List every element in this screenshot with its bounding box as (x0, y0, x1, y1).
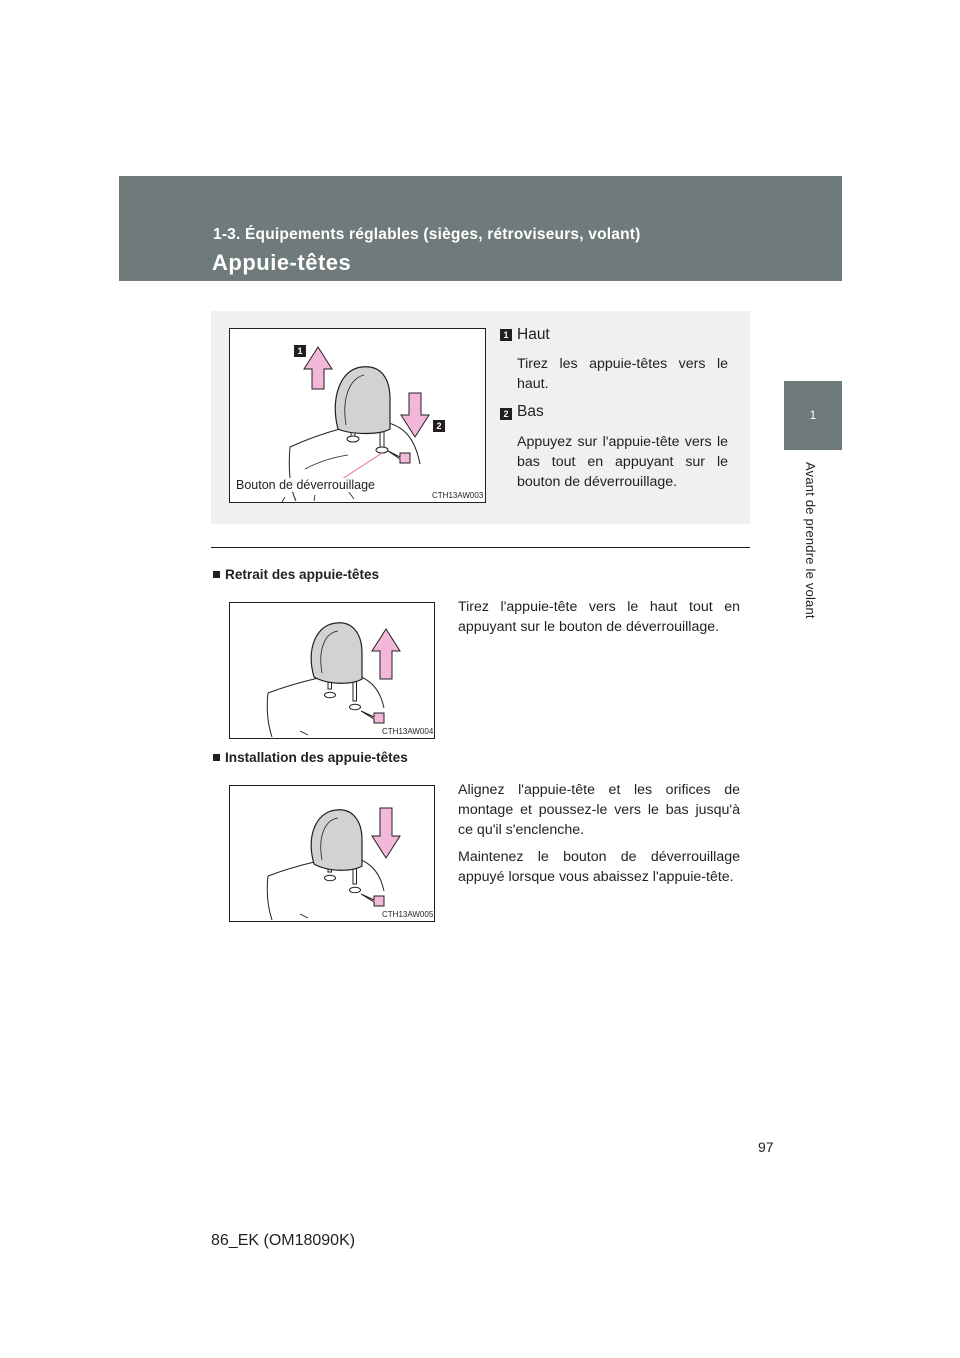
item-heading-down: Bas (517, 403, 544, 420)
item-text-down-paragraph: Appuyez sur l'appuie-tête vers le bas tout en appuyant sur le bouton de déverrouillage. (517, 434, 728, 490)
installation-paragraph-2: Maintenez le bouton de déverrouillage appuyé lorsque vous abaissez l'appuie-tête. (458, 849, 740, 885)
figure-adjust-headrest (229, 328, 486, 503)
installation-heading (213, 750, 408, 765)
installation-heading-text: Installation des appuie-têtes (225, 750, 408, 765)
bullet-square-icon (213, 754, 220, 761)
removal-heading-text: Retrait des appuie-têtes (225, 567, 380, 582)
figure-code: CTH13AW005 (382, 910, 434, 919)
item-marker-1: 1 (500, 329, 512, 341)
bullet-square-icon (213, 571, 220, 578)
figure-code: CTH13AW003 (432, 491, 484, 500)
item-text-up (517, 354, 728, 401)
figure-remove-headrest (229, 602, 435, 739)
figure-code: CTH13AW004 (382, 727, 434, 736)
item-text-down (517, 432, 728, 499)
section-divider (211, 547, 750, 548)
installation-text (458, 780, 740, 894)
item-marker-2: 2 (500, 408, 512, 420)
removal-paragraph: Tirez l'appuie-tête vers le haut tout en appuyant sur le bouton de déverrouillage. (458, 599, 740, 635)
installation-paragraph-1: Alignez l'appuie-tête et les orifices de montage et poussez-le vers le bas jusqu'à ce qu'il s'enclenche. (458, 782, 740, 838)
item-text-up-paragraph: Tirez les appuie-têtes vers le haut. (517, 356, 728, 392)
page-title: Appuie-têtes (212, 250, 352, 275)
figure-marker-2: 2 (433, 420, 445, 432)
removal-text (458, 597, 740, 644)
headrest-install-illustration (230, 786, 434, 921)
section-title: 1-3. Équipements réglables (sièges, rétroviseurs, volant) (213, 226, 641, 243)
chapter-side-label: Avant de prendre le volant (803, 462, 818, 619)
headrest-adjust-illustration (230, 329, 485, 502)
chapter-tab[interactable]: 1 (784, 381, 842, 450)
item-heading-up: Haut (517, 326, 550, 343)
headrest-remove-illustration (230, 603, 434, 738)
figure-marker-1: 1 (294, 345, 306, 357)
figure-install-headrest (229, 785, 435, 922)
removal-heading (213, 567, 379, 582)
document-code: 86_EK (OM18090K) (211, 1232, 356, 1249)
page-number: 97 (758, 1139, 774, 1155)
release-button-callout: Bouton de déverrouillage (236, 478, 375, 492)
